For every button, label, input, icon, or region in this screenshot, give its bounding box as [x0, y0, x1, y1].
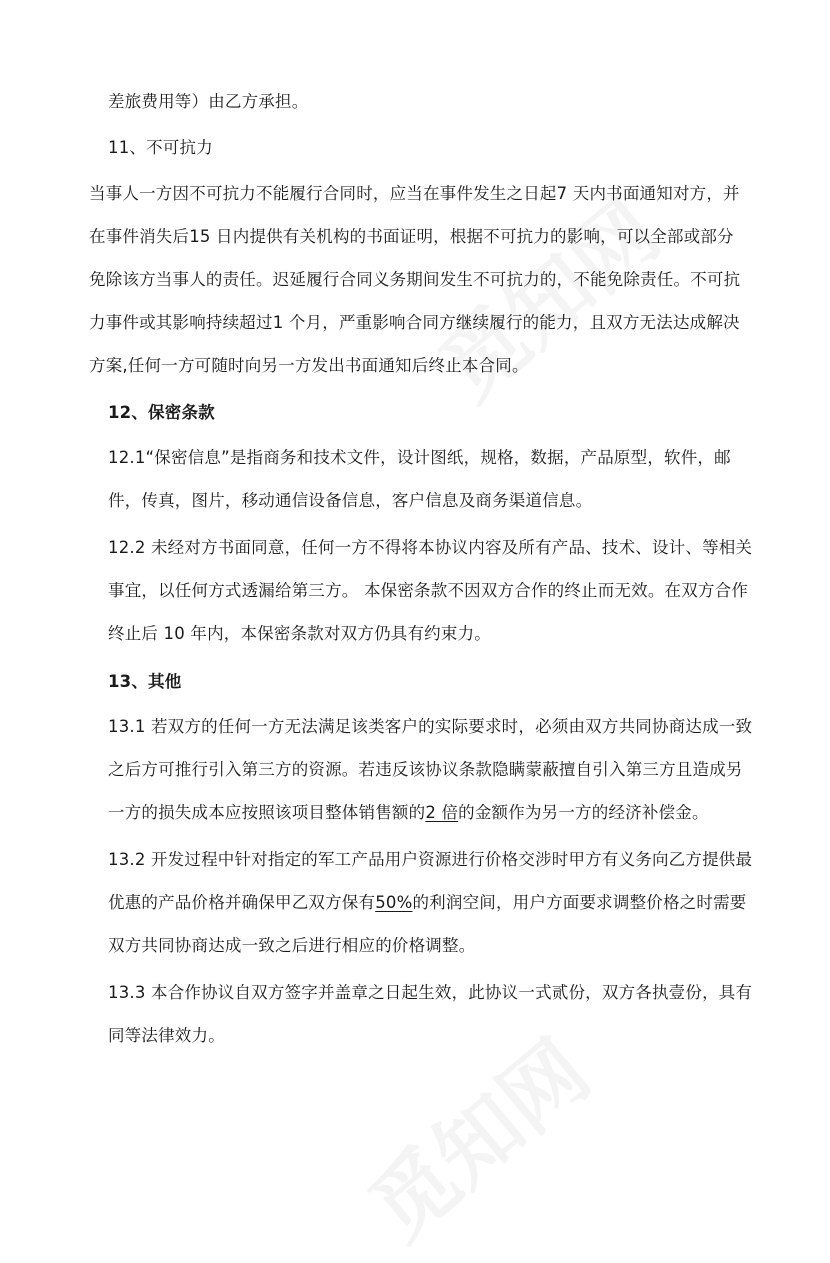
paragraph-line: 件，传真，图片，移动通信设备信息，客户信息及商务渠道信息。: [108, 491, 593, 510]
section-heading-11: 11、不可抗力: [108, 138, 213, 157]
text-run: 一方的损失成本应按照该项目整体销售额的: [108, 803, 426, 822]
section-heading-13: 13、其他: [108, 672, 182, 691]
paragraph-line: 免除该方当事人的责任。迟延履行合同义务期间发生不可抗力的，不能免除责任。不可抗: [89, 270, 741, 289]
paragraph-line: 之后方可推行引入第三方的资源。若违反该协议条款隐瞒蒙蔽擅自引入第三方且造成另: [108, 760, 743, 779]
text-run: 优惠的产品价格并确保甲乙双方保有: [108, 893, 376, 912]
paragraph-line: 当事人一方因不可抗力不能履行合同时，应当在事件发生之日起7 天内书面通知对方，并: [89, 184, 740, 203]
paragraph-line: [108, 891, 746, 915]
text-run: 的金额作为另一方的经济补偿金。: [458, 803, 709, 822]
paragraph-line: 终止后 10 年内，本保密条款对双方仍具有约束力。: [108, 624, 491, 643]
watermark: [410, 168, 681, 423]
paragraph-line: 12.2 未经对方书面同意，任何一方不得将本协议内容及所有产品、技术、设计、等相关: [108, 538, 753, 557]
paragraph-line: [108, 801, 709, 825]
paragraph-line: 差旅费用等）由乙方承担。: [108, 92, 309, 111]
paragraph-line: 13.1 若双方的任何一方无法满足该类客户的实际要求时，必须由双方共同协商达成一致: [108, 717, 753, 736]
paragraph-line: 12.1“保密信息”是指商务和技术文件，设计图纸，规格，数据，产品原型，软件，邮: [108, 448, 731, 467]
underlined-percent: 50%: [375, 893, 413, 912]
paragraph-line: 13.3 本合作协议自双方签字并盖章之日起生效，此协议一式贰份，双方各执壹份，具有: [108, 983, 753, 1002]
paragraph-line: 双方共同协商达成一致之后进行相应的价格调整。: [108, 936, 476, 955]
text-run: 的利润空间，用户方面要求调整价格之时需要: [412, 893, 747, 912]
paragraph-line: 方案,任何一方可随时向另一方发出书面通知后终止本合同。: [89, 356, 529, 375]
paragraph-line: 力事件或其影响持续超过1 个月，严重影响合同方继续履行的能力，且双方无法达成解决: [89, 313, 740, 332]
paragraph-line: 在事件消失后15 日内提供有关机构的书面证明，根据不可抗力的影响，可以全部或部分: [89, 227, 734, 246]
underlined-amount: 2 倍: [425, 803, 459, 822]
paragraph-line: 事宜，以任何方式透漏给第三方。 本保密条款不因双方合作的终止而无效。在双方合作: [108, 581, 749, 600]
paragraph-line: 13.2 开发过程中针对指定的军工产品用户资源进行价格交涉时甲方有义务向乙方提供最: [108, 850, 753, 869]
watermark: [340, 1008, 611, 1263]
paragraph-line: 同等法律效力。: [108, 1026, 225, 1045]
section-heading-12: 12、保密条款: [108, 403, 215, 422]
